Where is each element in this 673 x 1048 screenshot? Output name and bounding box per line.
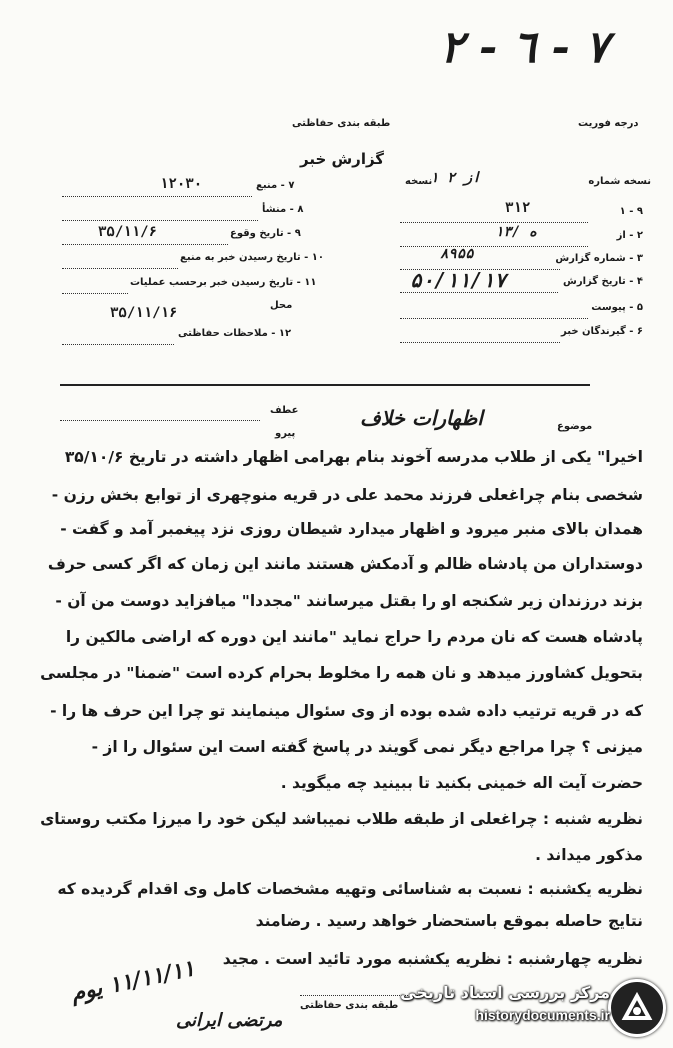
field-4-value: ۵۰/۱۱/۱۷ [410,268,507,292]
archive-logo-icon [608,979,666,1037]
field-copy-number-value: ۱ از ۲ [430,170,481,186]
body-line: پادشاه هست که نان مردم را حراج نماید "مانند این دوره که اراضی مالکین را [65,628,643,646]
field-6: ۶ - گیرندگان خبر [561,326,643,337]
watermark-url: historydocuments.ir [475,1007,610,1023]
separator-line [60,384,590,386]
subject-label: موضوع [557,421,593,432]
signature: مرتضی ایرانی [176,1010,283,1031]
body-line: نظریه چهارشنبه : نظریه یکشنبه مورد تائید است . مجید [222,950,643,968]
body-line: حضرت آیت اله خمینی بکنید تا ببینید چه میگوید . [280,774,643,792]
body-line: میزنی ؟ چرا مراجع دیگر نمی گویند در پاسخ گفته است این سئوال را از - [91,738,643,756]
field-2: ۲ - از [616,230,643,241]
body-line: نتایج حاصله بموقع باستحضار خواهد رسید . رضامند [255,912,643,930]
field-3: ۳ - شماره گزارش [555,253,643,264]
body-line: اخیرا" یکی از طلاب مدرسه آخوند بنام بهرامی اظهار داشته در تاریخ ۳۵/۱۰/۶ [64,448,643,466]
field-4: ۴ - تاریخ گزارش [563,276,643,287]
report-title: گزارش خبر [300,150,385,168]
field-5: ۵ - پیوست [591,302,643,313]
field-7: ۷ - منبع [256,180,295,191]
watermark [330,975,670,1045]
body-line: که در قریه ترتیب داده شده بوده از وی سئوال مینمایند تو چرا این حرف ها را - [50,702,643,720]
subject-note-bottom: پیرو [275,428,296,439]
body-line: همدان بالای منبر میرود و اظهار میدارد شیطان روزی نزد پیغمبر آمد و گفت - [60,520,643,538]
field-3-value: ۸۹۵۵ [440,246,474,262]
watermark-title: مرکز بررسی اسناد تاریخی [400,983,610,1002]
body-line: نظریه یکشنبه : نسبت به شناسائی وتهیه مشخصات کامل وی اقدام گردیده که [57,880,643,898]
field-1-value: ۳۱۲ [505,200,531,216]
field-copy-number: نسخه شماره [588,176,651,187]
field-8: ۸ - منشأ [262,204,304,215]
field-1: ۱ - ۹ [619,206,643,217]
field-11: ۱۱ - تاریخ رسیدن خبر برحسب عملیات [130,277,317,288]
classification-label-bottom: طبقه بندی حفاظتی [300,1000,399,1011]
document-number: ٧ - ٦ - ٢ [440,22,609,73]
body-line: شخصی بنام چراغعلی فرزند محمد علی در قریه منوچهری از توابع بخش رزن - [51,486,643,504]
field-2-value: ۱۳/ ه [495,224,538,240]
body-line: دوستداران من پادشاه ظالم و آدمکش هستند مانند این زمان که اگر کسی حرف [47,555,643,573]
field-location-value: ۳۵/۱۱/۱۶ [110,305,178,321]
subject-note-top: عطف [270,405,299,416]
body-line: بتحویل کشاورز میدهد و نان همه را مخلوط بحرام کرده است "ضمنا" در مجلسی [40,664,643,682]
body-line: مذکور میداند . [535,846,643,864]
body-line: بزند درزندان زیر شکنجه او را بقتل میرسانند "مجددا" میافزاید دوست من آن - [55,592,643,610]
handwritten-date: ۱۱/۱۱/۱۱ یوم [68,955,198,1007]
field-location: محل [270,300,293,311]
field-7-value: ۱۲۰۳۰ [160,176,203,192]
field-9-value: ۳۵/۱۱/۶ [98,224,158,240]
classification-label-top: طبقه بندی حفاظتی [292,118,391,129]
body-line: نظریه شنبه : چراغعلی از طبقه طلاب نمیباشد لیکن خود را میرزا مکتب روستای [40,810,643,828]
urgency-label: درجه فوریت [578,118,639,129]
field-10: ۱۰ - تاریخ رسیدن خبر به منبع [180,252,324,263]
field-12: ۱۲ - ملاحظات حفاظتی [178,328,292,339]
field-copy-suffix: نسخه [405,176,433,187]
field-9: ۹ - تاریخ وقوع [230,228,301,239]
subject-value: اظهارات خلاف [360,406,483,430]
